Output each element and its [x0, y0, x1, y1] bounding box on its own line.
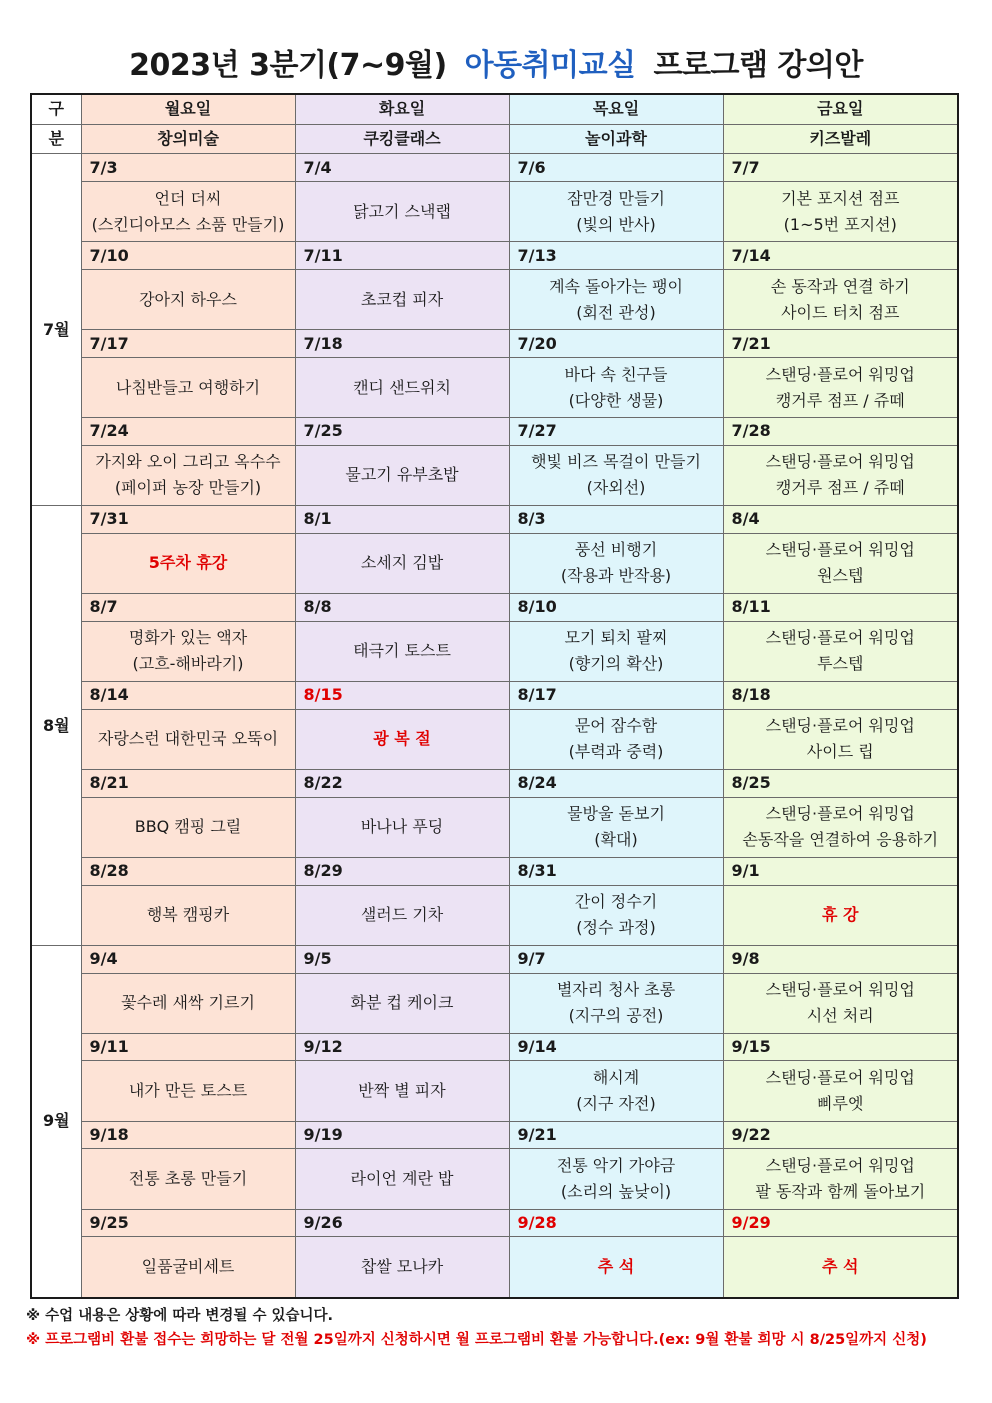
activity-line: (소리의 높낮이): [560, 1182, 672, 1202]
class-date: 7/4: [295, 154, 509, 182]
activity-line: 광 복 절: [373, 729, 431, 749]
activity-line: 원스텝: [817, 566, 864, 586]
class-activity: [295, 445, 509, 505]
header-program-mon: 창의미술: [81, 124, 295, 154]
activity-row: [31, 357, 958, 417]
class-date: 8/29: [295, 857, 509, 885]
class-activity: [723, 269, 958, 329]
header-day-fri: 금요일: [723, 94, 958, 124]
activity-line: 손 동작과 연결 하기: [770, 276, 910, 296]
header-day-mon: 월요일: [81, 94, 295, 124]
class-activity: [295, 1149, 509, 1209]
activity-line: 스탠딩·플로어 워밍업: [765, 452, 915, 472]
schedule-table: [30, 93, 959, 1299]
activity-line: 물방울 돋보기: [567, 804, 665, 824]
activity-line: 초코컵 피자: [360, 289, 444, 309]
activity-line: (다양한 생물): [568, 390, 664, 410]
class-activity: [295, 533, 509, 593]
class-date: 7/20: [509, 330, 723, 358]
activity-row: [31, 1149, 958, 1209]
header-program-tue: 쿠킹클래스: [295, 124, 509, 154]
class-activity: [81, 1061, 295, 1121]
activity-line: (향기의 확산): [568, 654, 664, 674]
activity-line: 태극기 토스트: [353, 641, 451, 661]
activity-line: 계속 돌아가는 팽이: [549, 276, 683, 296]
class-activity: [81, 797, 295, 857]
class-activity: [509, 1061, 723, 1121]
class-date: 7/17: [81, 330, 295, 358]
date-row: [31, 242, 958, 270]
class-date: 9/7: [509, 945, 723, 973]
date-row: [31, 1209, 958, 1237]
class-activity: [723, 181, 958, 241]
class-date: 8/3: [509, 506, 723, 534]
activity-line: 손동작을 연결하여 응용하기: [742, 830, 939, 850]
activity-line: 닭고기 스낵랩: [353, 201, 451, 221]
class-activity: [81, 269, 295, 329]
class-date: 9/12: [295, 1033, 509, 1061]
class-activity: [295, 973, 509, 1033]
class-date: 9/1: [723, 857, 958, 885]
class-date: 7/25: [295, 418, 509, 446]
activity-line: 풍선 비행기: [574, 540, 658, 560]
activity-line: 모기 퇴치 팔찌: [564, 628, 668, 648]
class-date: 7/3: [81, 154, 295, 182]
activity-line: 스탠딩·플로어 워밍업: [765, 364, 915, 384]
class-activity: [295, 181, 509, 241]
activity-line: 캔디 샌드위치: [353, 377, 451, 397]
activity-line: 시선 처리: [806, 1006, 874, 1026]
class-activity: [81, 709, 295, 769]
activity-line: 스탠딩·플로어 워밍업: [765, 1156, 915, 1176]
class-activity: [295, 797, 509, 857]
class-activity: [509, 1237, 723, 1298]
activity-row: [31, 709, 958, 769]
class-activity: [509, 885, 723, 945]
class-date: 7/21: [723, 330, 958, 358]
title-tail: 프로그램 강의안: [653, 48, 863, 83]
class-date: 9/25: [81, 1209, 295, 1237]
activity-line: 캥거루 점프 / 쥬떼: [775, 390, 905, 410]
month-label: 7월: [31, 154, 81, 506]
date-row: [31, 154, 958, 182]
date-row: [31, 857, 958, 885]
activity-line: 휴 강: [822, 905, 859, 925]
activity-line: 추 석: [597, 1257, 635, 1277]
activity-row: [31, 973, 958, 1033]
class-date: 8/8: [295, 594, 509, 622]
class-date: 7/18: [295, 330, 509, 358]
activity-line: 명화가 있는 액자: [128, 628, 248, 648]
class-date: 8/21: [81, 770, 295, 798]
class-activity: [81, 885, 295, 945]
class-activity: [295, 1237, 509, 1298]
class-activity: [509, 621, 723, 681]
activity-line: 전통 악기 가야금: [556, 1156, 676, 1176]
activity-line: 햇빛 비즈 목걸이 만들기: [531, 452, 701, 472]
class-activity: [509, 709, 723, 769]
class-activity: [81, 533, 295, 593]
header-day-row: [31, 94, 958, 124]
class-date: 9/22: [723, 1121, 958, 1149]
class-activity: [723, 533, 958, 593]
class-activity: [295, 1061, 509, 1121]
activity-line: (작용과 반작용): [560, 566, 672, 586]
gubun-top: 구: [31, 94, 81, 124]
class-activity: [295, 709, 509, 769]
activity-line: (1~5번 포지션): [783, 214, 897, 234]
class-activity: [509, 973, 723, 1033]
activity-line: 반짝 별 피자: [358, 1081, 446, 1101]
activity-line: 팔 동작과 함께 돌아보기: [755, 1182, 926, 1202]
date-row: [31, 506, 958, 534]
class-activity: [723, 709, 958, 769]
class-date: 9/4: [81, 945, 295, 973]
class-date: 8/7: [81, 594, 295, 622]
activity-line: 스탠딩·플로어 워밍업: [765, 980, 915, 1000]
activity-line: 찹쌀 모나카: [360, 1257, 444, 1277]
class-date: 9/26: [295, 1209, 509, 1237]
class-activity: [295, 357, 509, 417]
activity-line: 간이 정수기: [574, 892, 658, 912]
header-program-fri: 키즈발레: [723, 124, 958, 154]
activity-line: 별자리 청사 초롱: [556, 980, 676, 1000]
class-date: 8/25: [723, 770, 958, 798]
title-main: 2023년 3분기(7~9월): [129, 48, 447, 83]
activity-row: [31, 181, 958, 241]
class-activity: [509, 533, 723, 593]
activity-line: 강아지 하우스: [139, 289, 237, 309]
activity-line: 바나나 푸딩: [360, 817, 444, 837]
activity-row: [31, 1237, 958, 1298]
activity-line: 행복 캠핑카: [146, 905, 230, 925]
activity-line: 삐루엣: [817, 1094, 864, 1114]
class-activity: [723, 797, 958, 857]
activity-line: 사이드 립: [806, 742, 874, 762]
header-day-tue: 화요일: [295, 94, 509, 124]
date-row: [31, 1121, 958, 1149]
activity-row: [31, 445, 958, 505]
class-activity: [295, 885, 509, 945]
note-refund: ※ 프로그램비 환불 접수는 희망하는 달 전월 25일까지 신청하시면 월 프로그램비 환불 가능합니다.(ex: 9월 환불 희망 시 8/25일까지 신청): [26, 1332, 927, 1348]
class-date: 7/27: [509, 418, 723, 446]
activity-line: 소세지 김밥: [360, 553, 444, 573]
class-date: 9/8: [723, 945, 958, 973]
class-date: 7/10: [81, 242, 295, 270]
activity-line: (지구 자전): [576, 1094, 656, 1114]
activity-line: 사이드 터치 점프: [781, 302, 900, 322]
page-title: [0, 40, 992, 84]
class-activity: [723, 1237, 958, 1298]
activity-line: 물고기 유부초밥: [345, 465, 459, 485]
class-date: 7/11: [295, 242, 509, 270]
class-date: 8/4: [723, 506, 958, 534]
activity-line: 화분 컵 케이크: [350, 993, 454, 1013]
activity-row: [31, 269, 958, 329]
activity-line: 스탠딩·플로어 워밍업: [765, 716, 915, 736]
activity-row: [31, 797, 958, 857]
title-accent: 아동취미교실: [464, 48, 636, 83]
activity-line: (고흐-해바라기): [132, 654, 244, 674]
class-activity: [295, 621, 509, 681]
class-activity: [723, 973, 958, 1033]
class-activity: [509, 181, 723, 241]
class-date: 7/6: [509, 154, 723, 182]
activity-line: 바다 속 친구들: [564, 364, 668, 384]
class-activity: [723, 1061, 958, 1121]
month-label: 8월: [31, 506, 81, 946]
activity-line: (정수 과정): [576, 918, 656, 938]
activity-row: [31, 533, 958, 593]
class-date: 9/14: [509, 1033, 723, 1061]
class-date: 8/1: [295, 506, 509, 534]
activity-line: 스탠딩·플로어 워밍업: [765, 540, 915, 560]
activity-line: 샐러드 기차: [360, 905, 444, 925]
activity-line: (부력과 중력): [568, 742, 664, 762]
class-activity: [723, 445, 958, 505]
class-date: 9/18: [81, 1121, 295, 1149]
class-activity: [81, 445, 295, 505]
activity-line: 전통 초롱 만들기: [128, 1169, 248, 1189]
class-date: 7/14: [723, 242, 958, 270]
class-date: 8/17: [509, 682, 723, 710]
activity-line: 꽃수레 새싹 기르기: [121, 993, 255, 1013]
activity-line: (페이퍼 농장 만들기): [114, 478, 262, 498]
activity-line: (지구의 공전): [568, 1006, 664, 1026]
note-change: ※ 수업 내용은 상황에 따라 변경될 수 있습니다.: [26, 1308, 334, 1324]
class-date: 7/31: [81, 506, 295, 534]
class-activity: [509, 797, 723, 857]
activity-line: 내가 만든 토스트: [128, 1081, 248, 1101]
class-activity: [81, 357, 295, 417]
class-date: 9/29: [723, 1209, 958, 1237]
activity-line: 해시계: [592, 1068, 640, 1088]
class-activity: [509, 1149, 723, 1209]
activity-line: (빛의 반사): [576, 214, 656, 234]
class-date: 9/15: [723, 1033, 958, 1061]
header-program-row: [31, 124, 958, 154]
date-row: [31, 1033, 958, 1061]
activity-line: 라이언 계란 밥: [350, 1169, 454, 1189]
class-activity: [509, 445, 723, 505]
class-activity: [81, 181, 295, 241]
class-activity: [81, 1237, 295, 1298]
activity-line: 5주차 휴강: [148, 553, 228, 573]
class-date: 9/5: [295, 945, 509, 973]
class-date: 9/19: [295, 1121, 509, 1149]
class-date: 7/13: [509, 242, 723, 270]
activity-line: 스탠딩·플로어 워밍업: [765, 628, 915, 648]
class-date: 8/18: [723, 682, 958, 710]
activity-line: 투스텝: [817, 654, 864, 674]
class-date: 8/28: [81, 857, 295, 885]
activity-line: 언더 더씨: [154, 188, 222, 208]
class-date: 9/28: [509, 1209, 723, 1237]
activity-line: 스탠딩·플로어 워밍업: [765, 1068, 915, 1088]
class-activity: [723, 621, 958, 681]
class-activity: [81, 1149, 295, 1209]
activity-line: (회전 관성): [576, 302, 656, 322]
activity-line: (자외선): [586, 478, 646, 498]
activity-line: 일품굴비세트: [141, 1257, 235, 1277]
activity-line: 자랑스런 대한민국 오뚝이: [97, 729, 279, 749]
class-date: 7/24: [81, 418, 295, 446]
gubun-bottom: 분: [31, 124, 81, 154]
header-program-thu: 놀이과학: [509, 124, 723, 154]
class-date: 7/7: [723, 154, 958, 182]
activity-line: 기본 포지션 점프: [781, 188, 900, 208]
class-date: 8/31: [509, 857, 723, 885]
class-date: 8/14: [81, 682, 295, 710]
class-activity: [723, 1149, 958, 1209]
class-activity: [81, 973, 295, 1033]
class-date: 7/28: [723, 418, 958, 446]
activity-line: (확대): [594, 830, 638, 850]
activity-row: [31, 885, 958, 945]
activity-line: 스탠딩·플로어 워밍업: [765, 804, 915, 824]
date-row: [31, 770, 958, 798]
date-row: [31, 682, 958, 710]
activity-line: (스킨디아모스 소품 만들기): [91, 214, 285, 234]
date-row: [31, 418, 958, 446]
activity-line: 추 석: [822, 1257, 859, 1277]
class-date: 8/11: [723, 594, 958, 622]
class-activity: [295, 269, 509, 329]
activity-line: 캥거루 점프 / 쥬떼: [775, 478, 905, 498]
date-row: [31, 330, 958, 358]
class-date: 8/10: [509, 594, 723, 622]
class-date: 8/15: [295, 682, 509, 710]
activity-line: BBQ 캠핑 그릴: [134, 817, 242, 837]
activity-row: [31, 1061, 958, 1121]
activity-line: 나침반들고 여행하기: [115, 377, 261, 397]
class-date: 8/24: [509, 770, 723, 798]
activity-line: 문어 잠수함: [574, 716, 658, 736]
header-day-thu: 목요일: [509, 94, 723, 124]
activity-line: 가지와 오이 그리고 옥수수: [95, 452, 281, 472]
class-activity: [509, 357, 723, 417]
class-activity: [723, 885, 958, 945]
class-date: 8/22: [295, 770, 509, 798]
activity-row: [31, 621, 958, 681]
class-activity: [723, 357, 958, 417]
date-row: [31, 945, 958, 973]
class-date: 9/21: [509, 1121, 723, 1149]
month-label: 9월: [31, 945, 81, 1298]
date-row: [31, 594, 958, 622]
class-activity: [81, 621, 295, 681]
class-date: 9/11: [81, 1033, 295, 1061]
activity-line: 잠만경 만들기: [567, 188, 665, 208]
class-activity: [509, 269, 723, 329]
